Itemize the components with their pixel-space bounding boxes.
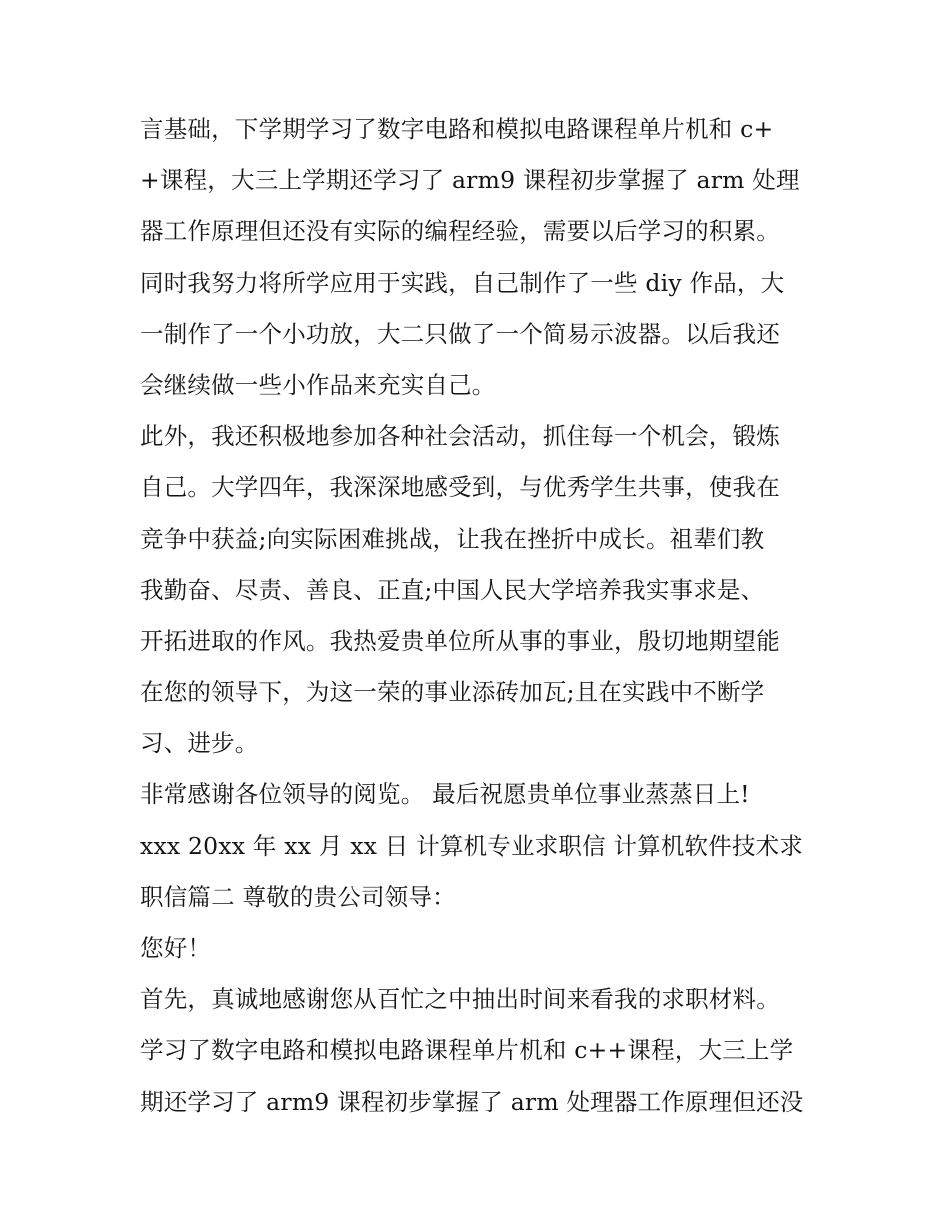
text-line: 习、进步。 [140, 729, 259, 758]
text-line: 学习了数字电路和模拟电路课程单片机和 c++课程，大三上学 [140, 1036, 794, 1065]
text-line: 首先，真诚地感谢您从百忙之中抽出时间来看我的求职材料。 [140, 985, 780, 1014]
text-line: 会继续做一些小作品来充实自己。 [140, 370, 496, 399]
text-line: +课程，大三上学期还学习了 arm9 课程初步掌握了 arm 处理 [140, 166, 800, 195]
text-line: 言基础，下学期学习了数字电路和模拟电路课程单片机和 c+ [140, 115, 774, 143]
document-body [140, 104, 820, 1128]
text-line: 非常感谢各位领导的阅览。 最后祝愿贵单位事业蒸蒸日上! [140, 780, 750, 809]
text-line: 一制作了一个小功放，大二只做了一个简易示波器。以后我还 [140, 319, 780, 348]
text-line: 期还学习了 arm9 课程初步掌握了 arm 处理器工作原理但还没 [140, 1087, 804, 1116]
text-line: 同时我努力将所学应用于实践，自己制作了一些 diy 作品，大 [140, 268, 785, 297]
text-line: 职信篇二 尊敬的贵公司领导： [140, 882, 456, 911]
text-line: 此外，我还积极地参加各种社会活动，抓住每一个机会，锻炼 [140, 422, 780, 451]
text-line: 您好！ [140, 934, 212, 962]
text-line: 竞争中获益;向实际困难挑战，让我在挫折中成长。祖辈们教 [140, 524, 765, 553]
text-line: 在您的领导下，为这一荣的事业添砖加瓦;且在实践中不断学 [140, 678, 765, 707]
text-line: 开拓进取的作风。我热爱贵单位所从事的事业，殷切地期望能 [140, 626, 780, 655]
text-line: 器工作原理但还没有实际的编程经验，需要以后学习的积累。 [140, 217, 780, 246]
text-line: 我勤奋、尽责、善良、正直;中国人民大学培养我实事求是、 [140, 575, 765, 604]
text-line: 自己。大学四年，我深深地感受到，与优秀学生共事，使我在 [140, 473, 780, 502]
text-line: xxx 20xx 年 xx 月 xx 日 计算机专业求职信 计算机软件技术求 [140, 831, 804, 860]
